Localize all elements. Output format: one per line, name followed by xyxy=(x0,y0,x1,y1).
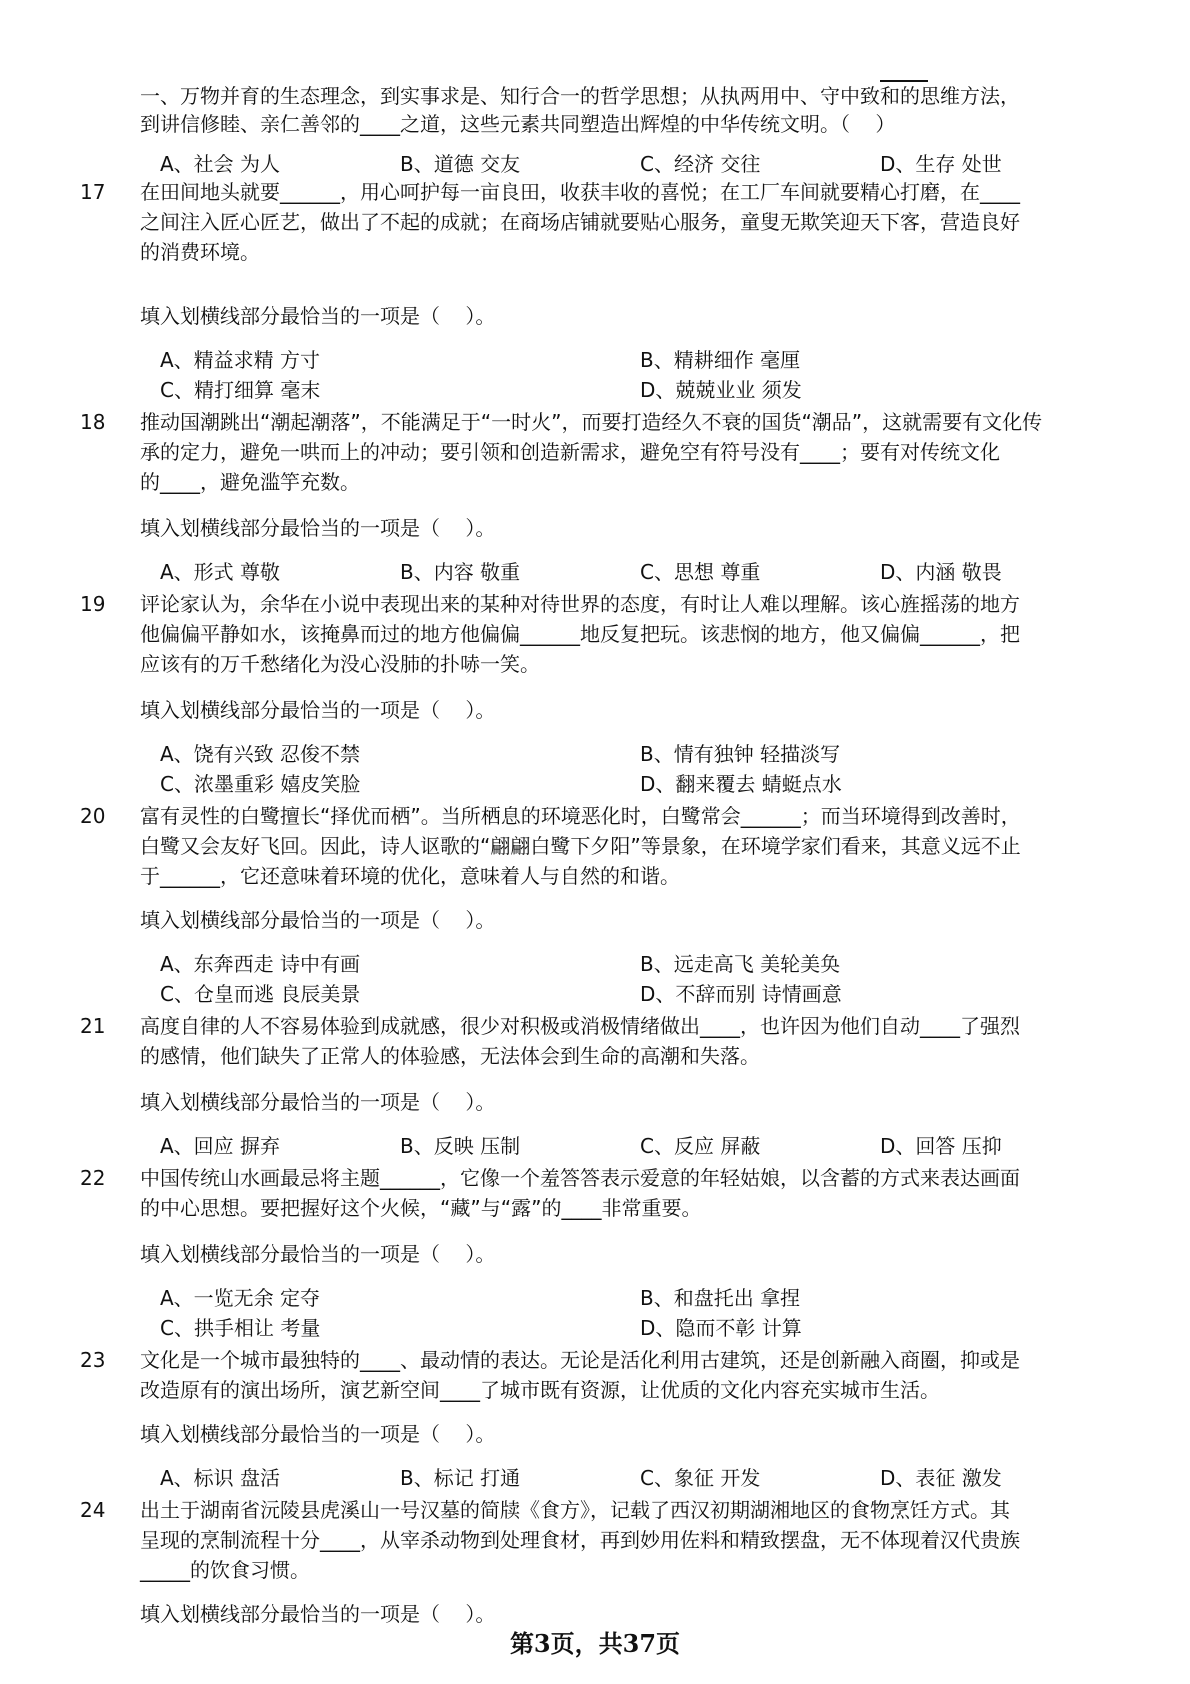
question-number: 18 xyxy=(80,410,106,434)
question-text-line: 白鹭又会友好飞回。因此，诗人讴歌的“翩翩白鹭下夕阳”等景象，在环境学家们看来，其意义远不止 xyxy=(140,834,1021,858)
question-text-line: _____的饮食习惯。 xyxy=(140,1558,310,1582)
question-number: 21 xyxy=(80,1014,106,1038)
option-c: C、浓墨重彩 嬉皮笑脸 xyxy=(160,772,361,796)
question-prompt: 填入划横线部分最恰当的一项是（ ）。 xyxy=(140,1090,496,1114)
question-text-line: 在田间地头就要______，用心呵护每一亩良田，收获丰收的喜悦；在工厂车间就要精心打磨，在____ xyxy=(140,180,1020,204)
question-number: 24 xyxy=(80,1498,106,1522)
question-text-line: 承的定力，避免一哄而上的冲动；要引领和创造新需求，避免空有符号没有____；要有对传统文化 xyxy=(140,440,1000,464)
question-prompt: 填入划横线部分最恰当的一项是（ ）。 xyxy=(140,516,496,540)
question-text-line: 富有灵性的白鹭擅长“择优而栖”。当所栖息的环境恶化时，白鹭常会______；而当环境得到改善时， xyxy=(140,804,1021,828)
question-prompt: 填入划横线部分最恰当的一项是（ ）。 xyxy=(140,1242,496,1266)
option-a: A、形式 尊敬 xyxy=(160,560,281,584)
option-b: B、远走高飞 美轮美奂 xyxy=(640,952,841,976)
question-text-line: 的中心思想。要把握好这个火候，“藏”与“露”的____非常重要。 xyxy=(140,1196,702,1220)
option-d: D、内涵 敬畏 xyxy=(880,560,1002,584)
option-d: D、表征 激发 xyxy=(880,1466,1002,1490)
option-d: D、隐而不彰 计算 xyxy=(640,1316,802,1340)
option-c: C、思想 尊重 xyxy=(640,560,761,584)
option-d: D、翻来覆去 蜻蜓点水 xyxy=(640,772,842,796)
question-number: 17 xyxy=(80,180,106,204)
page-footer: 第3页，共37页 xyxy=(509,1629,681,1658)
question-text-line: 文化是一个城市最独特的____、最动情的表达。无论是活化利用古建筑，还是创新融入商圈，抑或是 xyxy=(140,1348,1020,1372)
question-prompt: 填入划横线部分最恰当的一项是（ ）。 xyxy=(140,1602,496,1626)
question-text-line: 评论家认为，余华在小说中表现出来的某种对待世界的态度，有时让人难以理解。该心旌摇荡的地方 xyxy=(140,592,1020,616)
question-prompt: 填入划横线部分最恰当的一项是（ ）。 xyxy=(140,908,496,932)
option-c: C、拱手相让 考量 xyxy=(160,1316,321,1340)
option-c: C、经济 交往 xyxy=(640,152,761,176)
option-c: C、象征 开发 xyxy=(640,1466,761,1490)
question-text-line: 呈现的烹制流程十分____，从宰杀动物到处理食材，再到妙用佐料和精致摆盘，无不体现着汉代贵族 xyxy=(140,1528,1020,1552)
question-text-line: 一、万物并育的生态理念，到实事求是、知行合一的哲学思想；从执两用中、守中致和的思维方法， xyxy=(140,84,1020,108)
question-text-line: 改造原有的演出场所，演艺新空间____了城市既有资源，让优质的文化内容充实城市生活。 xyxy=(140,1378,940,1402)
question-text-line: 出土于湖南省沅陵县虎溪山一号汉墓的简牍《食方》，记载了西汉初期湖湘地区的食物烹饪方式。其 xyxy=(140,1498,1010,1522)
option-b: B、道德 交友 xyxy=(400,152,521,176)
question-text-line: 的____，避免滥竽充数。 xyxy=(140,470,360,494)
question-text-line: 的感情，他们缺失了正常人的体验感，无法体会到生命的高潮和失落。 xyxy=(140,1044,760,1068)
question-text-line: 中国传统山水画最忌将主题______，它像一个羞答答表示爱意的年轻姑娘，以含蓄的方式来表达画面 xyxy=(140,1166,1020,1190)
question-number: 20 xyxy=(80,804,106,828)
question-number: 19 xyxy=(80,592,106,616)
question-text-line: 之间注入匠心匠艺，做出了不起的成就；在商场店铺就要贴心服务，童叟无欺笑迎天下客，营造良好 xyxy=(140,210,1020,234)
option-d: D、兢兢业业 须发 xyxy=(640,378,802,402)
option-d: D、不辞而别 诗情画意 xyxy=(640,982,842,1006)
option-a: A、一览无余 定夺 xyxy=(160,1286,321,1310)
option-a: A、饶有兴致 忍俊不禁 xyxy=(160,742,361,766)
option-c: C、反应 屏蔽 xyxy=(640,1134,761,1158)
option-b: B、和盘托出 拿捏 xyxy=(640,1286,801,1310)
option-b: B、标记 打通 xyxy=(400,1466,521,1490)
question-text-line: 高度自律的人不容易体验到成就感，很少对积极或消极情绪做出____，也许因为他们自动____了强烈 xyxy=(140,1014,1020,1038)
question-number: 23 xyxy=(80,1348,106,1372)
question-text-line: 于______，它还意味着环境的优化，意味着人与自然的和谐。 xyxy=(140,864,680,888)
option-a: A、标识 盘活 xyxy=(160,1466,281,1490)
question-text-line: 的消费环境。 xyxy=(140,240,260,264)
option-a: A、回应 摒弃 xyxy=(160,1134,281,1158)
option-a: A、东奔西走 诗中有画 xyxy=(160,952,361,976)
option-b: B、情有独钟 轻描淡写 xyxy=(640,742,841,766)
option-d: D、生存 处世 xyxy=(880,152,1002,176)
question-text-line: 他偏偏平静如水，该掩鼻而过的地方他偏偏______地反复把玩。该悲悯的地方，他又偏偏______，把 xyxy=(140,622,1020,646)
option-c: C、仓皇而逃 良辰美景 xyxy=(160,982,361,1006)
question-prompt: 填入划横线部分最恰当的一项是（ ）。 xyxy=(140,304,496,328)
option-b: B、精耕细作 毫厘 xyxy=(640,348,801,372)
option-b: B、内容 敬重 xyxy=(400,560,521,584)
question-prompt: 填入划横线部分最恰当的一项是（ ）。 xyxy=(140,1422,496,1446)
question-text-line: 应该有的万千愁绪化为没心没肺的扑哧一笑。 xyxy=(140,652,540,676)
question-number: 22 xyxy=(80,1166,106,1190)
option-c: C、精打细算 毫末 xyxy=(160,378,321,402)
question-prompt: 填入划横线部分最恰当的一项是（ ）。 xyxy=(140,698,496,722)
option-a: A、社会 为人 xyxy=(160,152,281,176)
question-text-line: 推动国潮跳出“潮起潮落”，不能满足于“一时火”，而要打造经久不衰的国货“潮品”，这就需要有文化传 xyxy=(140,410,1043,434)
option-a: A、精益求精 方寸 xyxy=(160,348,321,372)
option-d: D、回答 压抑 xyxy=(880,1134,1002,1158)
option-b: B、反映 压制 xyxy=(400,1134,521,1158)
question-text-line: 到讲信修睦、亲仁善邻的____之道，这些元素共同塑造出辉煌的中华传统文明。（ ） xyxy=(140,112,896,136)
